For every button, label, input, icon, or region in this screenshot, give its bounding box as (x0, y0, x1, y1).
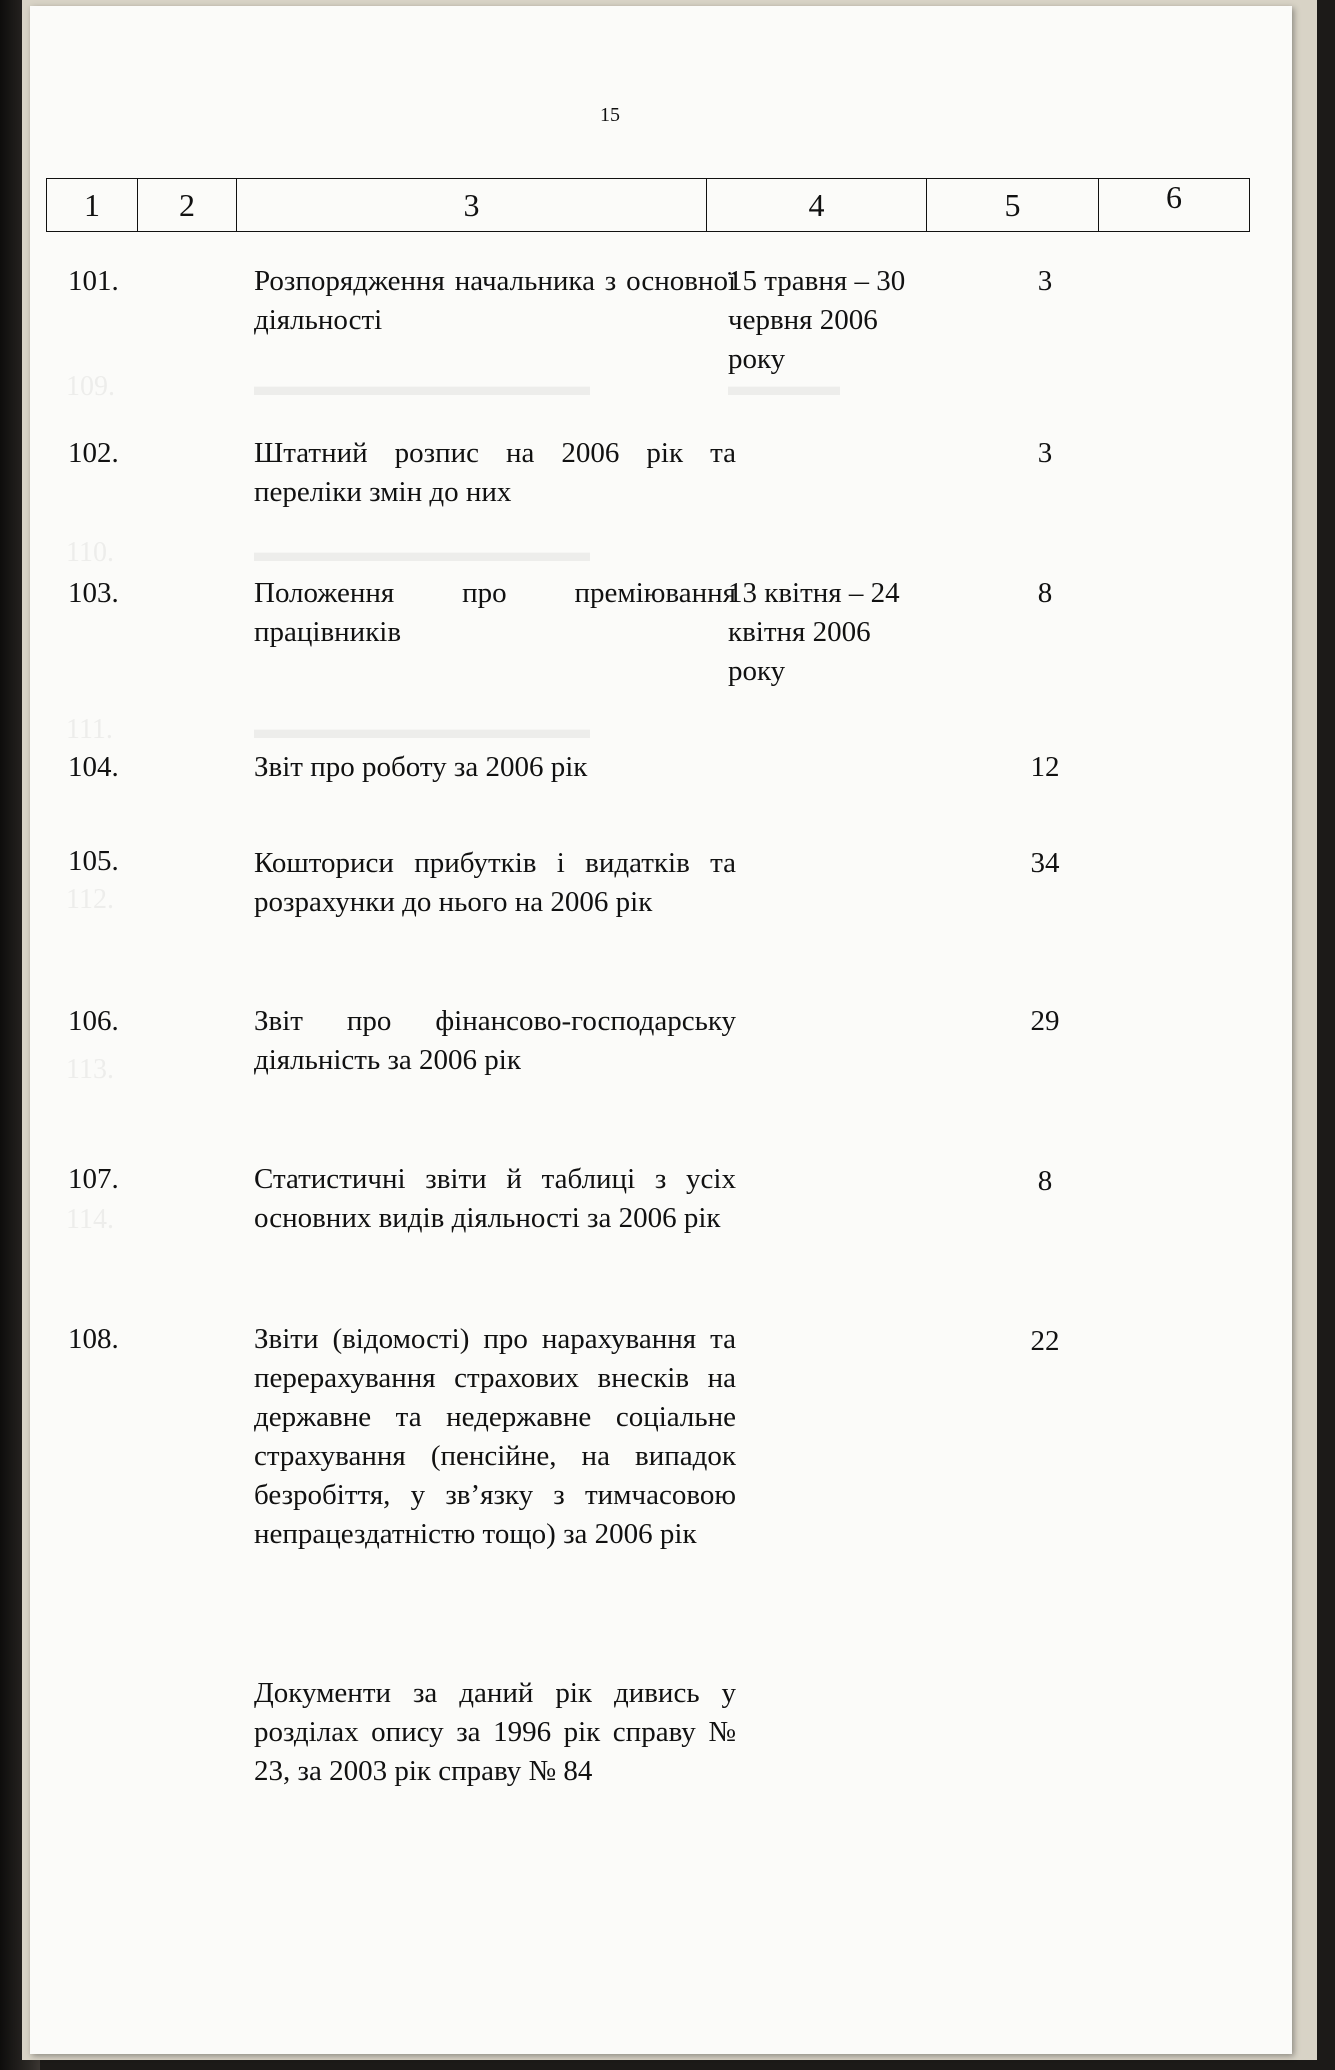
entry-number: 101. (68, 265, 119, 297)
entry-title: Положення про преміювання працівників (254, 577, 736, 648)
entry-sheet-count: 3 (1037, 265, 1053, 297)
entry-title: Кошториси прибутків і видатків та розрахунки до нього на 2006 рік (254, 847, 736, 918)
column-header-2: 2 (138, 179, 237, 232)
entry-number: 106. (68, 1005, 119, 1037)
entry-title: Розпорядження начальника з основної діяльності (254, 265, 736, 336)
entry-sheet-count: 34 (1030, 847, 1060, 879)
column-header-1: 1 (47, 179, 138, 232)
document-page (30, 6, 1292, 2054)
entry-number: 107. (68, 1163, 119, 1195)
entry-title: Статистичні звіти й таблиці з усіх основних видів діяльності за 2006 рік (254, 1163, 736, 1234)
column-header-6: 6 (1099, 179, 1250, 232)
entry-number: 104. (68, 751, 119, 783)
page-number: 15 (600, 104, 620, 126)
entry-dates: 13 квітня – 24 квітня 2006 року (728, 577, 900, 687)
column-header-5: 5 (927, 179, 1099, 232)
column-header-4: 4 (707, 179, 927, 232)
entry-number: 105. (68, 845, 119, 877)
entry-number: 103. (68, 577, 119, 609)
entry-sheet-count: 8 (1037, 577, 1053, 609)
entry-title: Штатний розпис на 2006 рік та переліки змін до них (254, 437, 736, 508)
cross-reference-note: Документи за даний рік дивись у розділах опису за 1996 рік справу № 23, за 2003 рік справу № 84 (254, 1677, 736, 1787)
entry-number: 108. (68, 1323, 119, 1355)
entry-title: Звіт про роботу за 2006 рік (254, 751, 588, 783)
entry-number: 102. (68, 437, 119, 469)
entry-sheet-count: 29 (1030, 1005, 1060, 1037)
show-through-text: 109. ▬▬▬▬▬▬▬▬▬▬▬▬ ▬▬▬▬ 110. ▬▬▬▬▬▬▬▬▬▬▬▬ 111. ▬▬▬▬▬▬▬▬▬▬▬▬ 112. 113. 114. (66, 371, 840, 1235)
column-header-row (46, 178, 1250, 232)
entry-title: Звіти (відомості) про нарахування та перерахування страхових внесків на державне та недержавне соціальне страхування (пенсійне, на випадок безробіття, у зв’язку з тимчасовою непрацездатністю тощо) за 2006 рік (254, 1323, 736, 1550)
entry-sheet-count: 22 (1030, 1325, 1060, 1357)
entry-sheet-count: 8 (1037, 1165, 1053, 1197)
column-header-3: 3 (237, 179, 707, 232)
entry-title: Звіт про фінансово-господарську діяльність за 2006 рік (254, 1005, 736, 1076)
entry-sheet-count: 12 (1030, 751, 1060, 783)
entry-sheet-count: 3 (1037, 437, 1053, 469)
entry-dates: 15 травня – 30 червня 2006 року (728, 265, 906, 375)
